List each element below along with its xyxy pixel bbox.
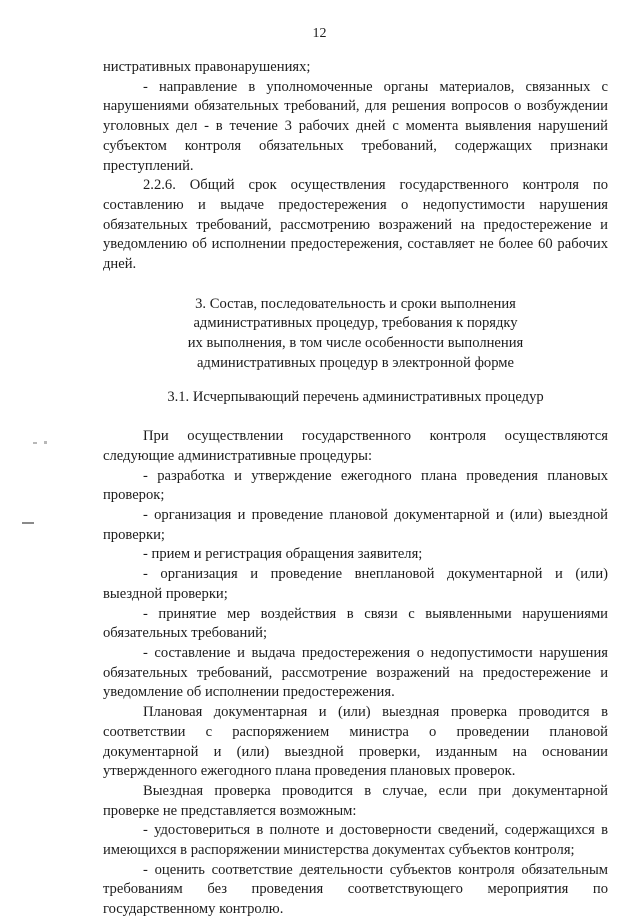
section-heading-line: 3. Состав, последовательность и сроки выполнения: [195, 295, 516, 312]
list-item: - составление и выдача предостережения о недопустимости нарушения обязательных требований, рассмотрение возражений на предостережение и уведомление об исполнении предостережения.: [103, 644, 608, 701]
section-heading: [103, 295, 608, 374]
section-heading-line: административных процедур в электронной форме: [196, 354, 515, 371]
scan-mark: [44, 441, 47, 444]
scan-mark: [33, 442, 37, 444]
paragraph: Плановая документарная и (или) выездная проверка проводится в соответствии с распоряжением министра о проведении плановой документарной и (или) выездной проверки, изданным на основании утвержденного ежегодного плана проведения плановых проверок.: [103, 704, 608, 780]
paragraph: 2.2.6. Общий срок осуществления государственного контроля по составлению и выдаче предостережения о недопустимости нарушения обязательных требований, рассмотрению возражений на предостережение и уведомлению об исполнении предостережения, составляет не более 60 рабочих дней.: [103, 177, 608, 273]
section-heading-line: административных процедур, требования к порядку: [193, 315, 518, 332]
paragraph: При осуществлении государственного контроля осуществляются следующие административные процедуры:: [103, 428, 608, 464]
list-item: - организация и проведение внеплановой документарной и (или) выездной проверки;: [103, 566, 608, 602]
list-item: - принятие мер воздействия в связи с выявленными нарушениями обязательных требований;: [103, 605, 608, 642]
list-item: - прием и регистрация обращения заявителя;: [143, 546, 423, 563]
subsection-heading: 3.1. Исчерпывающий перечень административных процедур: [167, 388, 544, 405]
page-number: 12: [312, 26, 327, 41]
list-item: - оценить соответствие деятельности субъектов контроля обязательным требованиям без проведения соответствующего мероприятия по государственному контролю.: [103, 861, 608, 918]
section-heading-line: их выполнения, в том числе особенности выполнения: [187, 335, 524, 352]
paragraph: - направление в уполномоченные органы материалов, связанных с нарушениями обязательных требований, для решения вопросов о возбуждении уголовных дел - в течение 3 рабочих дней с момента выявления нарушений субъектом контроля обязательных требований, содержащих признаки преступлений.: [103, 78, 608, 174]
scan-mark: [22, 522, 34, 524]
list-item: - организация и проведение плановой документарной и (или) выездной проверки;: [103, 507, 608, 543]
document-body: [103, 58, 608, 920]
list-item: - разработка и утверждение ежегодного плана проведения плановых проверок;: [103, 467, 608, 504]
paragraph: Выездная проверка проводится в случае, если при документарной проверке не представляется возможным:: [103, 782, 608, 819]
list-item: - удостовериться в полноте и достоверности сведений, содержащихся в имеющихся в распоряжении министерства документах субъектов контроля;: [103, 822, 608, 859]
paragraph: нистративных правонарушениях;: [103, 59, 311, 75]
